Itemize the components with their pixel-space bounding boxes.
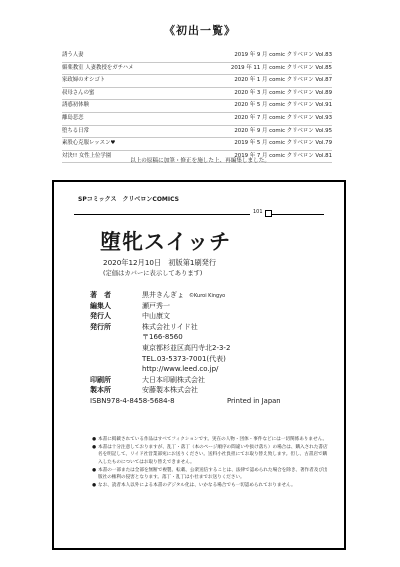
legal-note-text: 本書に掲載されている作品はすべてフィクションです。実在の人物・団体・事件などには一切関係ありません。 <box>98 437 328 442</box>
toc-row <box>62 138 332 151</box>
first-appearance-list <box>62 50 332 163</box>
legal-notes <box>92 436 330 490</box>
website-url: http://www.leed.co.jp/ <box>142 365 219 374</box>
toc-row <box>62 63 332 76</box>
divider <box>74 214 250 215</box>
toc-title: 離島悲恋 <box>62 114 84 121</box>
legal-note-text: なお、読者本人以外による本書のデジタル化は、いかなる場合でも一切認められておりません。 <box>98 483 296 489</box>
isbn: ISBN978-4-8458-5684-8 <box>90 396 175 405</box>
toc-row <box>62 126 332 139</box>
toc-title: 誘う人妻 <box>62 52 84 58</box>
credit-value: 中山康文 <box>142 312 170 321</box>
toc-title: 叔母さんの蜜 <box>62 89 95 96</box>
credit-label: 編集人 <box>90 301 111 310</box>
credit-label: 発行所 <box>90 322 111 331</box>
toc-source: 2019 年 9 月 comic クリベロン Vol.83 <box>234 52 332 58</box>
credit-label: 印刷所 <box>90 375 111 384</box>
toc-row <box>62 113 332 126</box>
toc-title: 素股心克服レッスン♥ <box>62 140 116 147</box>
toc-note: 以上の原稿に加筆・修正を施した上、再編集しました。 <box>130 158 270 164</box>
legal-note-text: 本書の一部または全部を無断で複製、転載、公衆送信することは、法律で認められた場合を除き、著作者及び出版社の権利の侵害となります。落丁・乱丁は小社までお送りください。 <box>98 467 328 481</box>
toc-source: 2019 年 5 月 comic クリベロン Vol.79 <box>234 140 332 147</box>
toc-source: 2020 年 7 月 comic クリベロン Vol.93 <box>234 114 332 121</box>
price-note: (定価はカバーに表示してあります) <box>103 270 203 277</box>
credit-row-author <box>90 290 330 301</box>
toc-title: 対決!! 女性上位学園 <box>62 152 112 159</box>
toc-source: 2020 年 9 月 comic クリベロン Vol.95 <box>234 127 332 134</box>
credit-value <box>142 290 225 301</box>
legal-note <box>92 436 330 443</box>
credit-row-publisher <box>90 311 330 322</box>
credit-row-editor <box>90 301 330 312</box>
credit-row-printer <box>90 375 330 386</box>
toc-source: 2020 年 1 月 comic クリベロン Vol.87 <box>234 77 332 84</box>
credit-row-postal <box>90 332 330 343</box>
toc-row <box>62 100 332 113</box>
toc-row <box>62 88 332 101</box>
telephone: TEL.03-5373-7001(代表) <box>142 354 226 363</box>
bullet-icon: ● <box>92 483 97 489</box>
toc-row <box>62 50 332 63</box>
credits <box>90 290 330 407</box>
credit-value: 瀬戸秀一 <box>142 301 170 310</box>
credit-row-address <box>90 343 330 354</box>
author-copyright: ©Kuroi Kingyo <box>189 293 226 299</box>
credit-row-tel <box>90 354 330 365</box>
toc-source: 2020 年 5 月 comic クリベロン Vol.91 <box>234 102 332 109</box>
author-name: 黒井きんぎょ <box>142 291 184 299</box>
toc-source: 2020 年 3 月 comic クリベロン Vol.89 <box>234 89 332 96</box>
credit-row-binder <box>90 385 330 396</box>
bullet-icon: ● <box>92 445 97 451</box>
toc-title: 家政婦のオシゴト <box>62 77 106 84</box>
toc-title: 媚薬教室 人妻教授をガチハメ <box>62 64 134 71</box>
bullet-icon: ● <box>92 467 97 473</box>
book-title: 堕牝スイッチ <box>100 230 232 254</box>
toc-title: 誘惑初体験 <box>62 102 89 109</box>
divider <box>272 214 324 215</box>
legal-note <box>92 482 330 489</box>
toc-title: 堕ちる日常 <box>62 127 89 134</box>
credit-label: 発行人 <box>90 312 111 321</box>
address: 東京都杉並区高円寺北2-3-2 <box>142 343 231 352</box>
volume-box <box>265 210 272 217</box>
legal-note <box>92 467 330 481</box>
volume-number: 101 <box>253 209 263 215</box>
postal-code: 〒166-8560 <box>142 333 183 342</box>
credit-value: 株式会社リイド社 <box>142 322 198 331</box>
credit-row-house <box>90 322 330 333</box>
bullet-icon: ● <box>92 437 97 442</box>
series-label: SPコミックス クリベロンCOMICS <box>78 196 179 203</box>
edition-date: 2020年12月10日 初版第1刷発行 <box>103 258 217 267</box>
toc-row <box>62 75 332 88</box>
credit-row-url <box>90 364 330 375</box>
credit-label: 著 者 <box>90 291 111 299</box>
credit-value: 安藤製本株式会社 <box>142 386 198 395</box>
toc-source: 2019 年 7 月 comic クリベロン Vol.81 <box>234 152 332 159</box>
printed-in: Printed in Japan <box>227 396 281 405</box>
toc-source: 2019 年 11 月 comic クリベロン Vol.85 <box>230 64 332 71</box>
credit-value: 大日本印刷株式会社 <box>142 375 205 384</box>
credit-row-isbn <box>90 396 330 407</box>
legal-note <box>92 444 330 466</box>
credit-label: 製本所 <box>90 386 111 395</box>
toc-heading: 《初出一覧》 <box>164 24 236 37</box>
legal-note-text: 本書は十分注意しておりますが、乱丁・落丁（本のページ順序の間違いや抜け落ち）の場合は、購入された書店名を明記して、リイド社営業部宛にお送りください。送料小社負担にてお取り替え致します。但し、古書店で購入したものについてはお取り替えできません。 <box>98 445 328 465</box>
